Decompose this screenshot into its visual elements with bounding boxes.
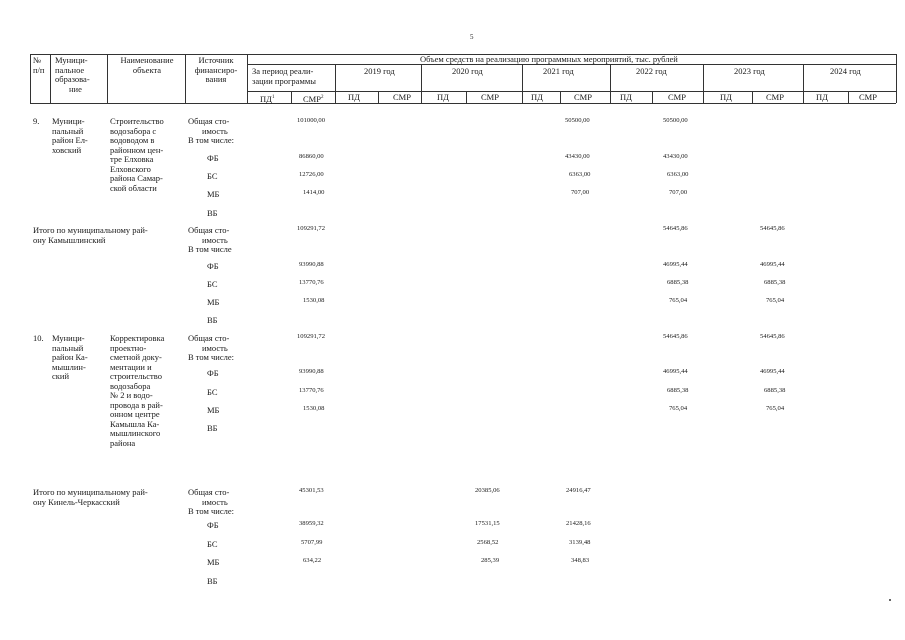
source-mb: МБ <box>207 405 220 415</box>
header-vline <box>335 64 336 103</box>
scan-speck <box>889 599 891 601</box>
header-object: Наименование объекта <box>120 55 174 75</box>
value-cell: 46995,44 <box>760 368 785 375</box>
value-cell: 17531,15 <box>475 520 500 527</box>
source-fb: ФБ <box>207 368 219 378</box>
value-cell: 765,04 <box>669 405 688 412</box>
source-fb: ФБ <box>207 520 219 530</box>
value-cell: 1530,08 <box>303 297 325 304</box>
value-cell: 21428,16 <box>566 520 591 527</box>
source-bs: БС <box>207 171 218 181</box>
header-smr: СМР$^2$ <box>303 93 324 104</box>
source-vb: ВБ <box>207 315 218 325</box>
source-total: Общая сто- имость В том числе <box>188 225 232 254</box>
header-vline <box>185 54 186 103</box>
value-cell: 707,00 <box>669 189 688 196</box>
source-bs: БС <box>207 539 218 549</box>
value-cell: 6885,38 <box>764 279 786 286</box>
header-pd: ПД <box>816 92 828 102</box>
header-source: Источник финансиро- вания <box>194 55 238 84</box>
source-total: Общая сто- имость В том числе: <box>188 333 234 362</box>
header-vline <box>30 54 31 103</box>
source-mb: МБ <box>207 557 220 567</box>
value-cell: 6885,38 <box>667 279 689 286</box>
municipality-name: Муници- пальный район Ка- мышлин- ский <box>52 333 88 381</box>
page-number: 5 <box>470 33 474 41</box>
municipality-name: Муници- пальный район Ел- ховский <box>52 116 88 155</box>
value-cell: 109291,72 <box>297 333 326 340</box>
source-fb: ФБ <box>207 153 219 163</box>
value-cell: 13770,76 <box>299 387 324 394</box>
header-year: 2023 год <box>734 66 765 76</box>
source-fb: ФБ <box>207 261 219 271</box>
subtotal-label: Итого по муниципальному рай- ону Камышлинский <box>33 225 148 245</box>
value-cell: 6885,38 <box>764 387 786 394</box>
value-cell: 707,00 <box>571 189 590 196</box>
value-cell: 46995,44 <box>663 368 688 375</box>
header-vline <box>107 54 108 103</box>
value-cell: 109291,72 <box>297 225 326 232</box>
header-pd: ПД <box>620 92 632 102</box>
value-cell: 1414,00 <box>303 189 325 196</box>
source-vb: ВБ <box>207 576 218 586</box>
value-cell: 101000,00 <box>297 117 326 124</box>
source-mb: МБ <box>207 189 220 199</box>
value-cell: 6885,38 <box>667 387 689 394</box>
header-year: 2020 год <box>452 66 483 76</box>
value-cell: 45301,53 <box>299 487 324 494</box>
header-municipality: Муници- пальное образова- ние <box>55 55 90 94</box>
header-subsplit <box>752 91 753 103</box>
value-cell: 38959,32 <box>299 520 324 527</box>
header-subsplit <box>291 91 292 103</box>
header-smr: СМР <box>668 92 686 102</box>
value-cell: 3139,48 <box>569 539 591 546</box>
header-no: № п/п <box>33 55 45 75</box>
header-pd: ПД <box>348 92 360 102</box>
value-cell: 50500,00 <box>663 117 688 124</box>
header-subsplit <box>378 91 379 103</box>
header-pd: ПД <box>531 92 543 102</box>
subtotal-label: Итого по муниципальному рай- ону Кинель-Черкасский <box>33 487 148 507</box>
value-cell: 765,04 <box>766 405 785 412</box>
value-cell: 348,83 <box>571 557 590 564</box>
source-total: Общая сто- имость В том числе: <box>188 116 234 145</box>
header-subsplit <box>848 91 849 103</box>
value-cell: 93990,88 <box>299 368 324 375</box>
header-subsplit <box>466 91 467 103</box>
header-pd: ПД <box>720 92 732 102</box>
header-year: 2019 год <box>364 66 395 76</box>
header-volume: Объем средств на реализацию программных мероприятий, тыс. рублей <box>420 54 678 64</box>
header-sub-divider <box>247 91 896 92</box>
header-vline <box>896 54 897 103</box>
source-bs: БС <box>207 387 218 397</box>
value-cell: 1530,08 <box>303 405 325 412</box>
value-cell: 13770,76 <box>299 279 324 286</box>
header-year: 2024 год <box>830 66 861 76</box>
value-cell: 12726,00 <box>299 171 324 178</box>
value-cell: 6363,00 <box>667 171 689 178</box>
row-number: 10. <box>33 333 44 343</box>
source-vb: ВБ <box>207 208 218 218</box>
header-smr: СМР <box>481 92 499 102</box>
value-cell: 46995,44 <box>663 261 688 268</box>
value-cell: 765,04 <box>669 297 688 304</box>
header-vline <box>50 54 51 103</box>
header-pd: $ПД^1$ <box>260 93 275 104</box>
value-cell: 6363,00 <box>569 171 591 178</box>
value-cell: 43430,00 <box>565 153 590 160</box>
value-cell: 86860,00 <box>299 153 324 160</box>
value-cell: 43430,00 <box>663 153 688 160</box>
value-cell: 50500,00 <box>565 117 590 124</box>
header-vline <box>421 64 422 103</box>
header-vline <box>610 64 611 103</box>
source-vb: ВБ <box>207 423 218 433</box>
header-smr: СМР <box>859 92 877 102</box>
header-pd: ПД <box>437 92 449 102</box>
source-bs: БС <box>207 279 218 289</box>
value-cell: 2568,52 <box>477 539 499 546</box>
source-mb: МБ <box>207 297 220 307</box>
header-year: 2021 год <box>543 66 574 76</box>
value-cell: 54645,86 <box>663 333 688 340</box>
value-cell: 24916,47 <box>566 487 591 494</box>
value-cell: 765,04 <box>766 297 785 304</box>
header-vline <box>522 64 523 103</box>
value-cell: 54645,86 <box>663 225 688 232</box>
value-cell: 93990,88 <box>299 261 324 268</box>
value-cell: 285,39 <box>481 557 500 564</box>
header-subsplit <box>652 91 653 103</box>
value-cell: 20385,06 <box>475 487 500 494</box>
value-cell: 54645,86 <box>760 225 785 232</box>
source-total: Общая сто- имость В том числе: <box>188 487 234 516</box>
object-name: Строительство водозабора с водоводом в районном цен- тре Елховка Елховского района Самар- ской области <box>110 116 164 193</box>
header-smr: СМР <box>393 92 411 102</box>
header-smr: СМР <box>766 92 784 102</box>
row-number: 9. <box>33 116 40 126</box>
header-year: 2022 год <box>636 66 667 76</box>
header-vline <box>803 64 804 103</box>
object-name: Корректировка проектно- сметной доку- ментации и строительство водозабора № 2 и водо- провода в рай- онном центре Камышла Ка- мышлинского района <box>110 333 165 448</box>
value-cell: 5707,99 <box>301 539 323 546</box>
header-smr: СМР <box>574 92 592 102</box>
header-period-total: За период реали- зации программы <box>252 66 316 86</box>
header-vline <box>703 64 704 103</box>
value-cell: 46995,44 <box>760 261 785 268</box>
header-vline <box>247 54 248 103</box>
header-bottom-border <box>30 103 896 104</box>
header-subsplit <box>560 91 561 103</box>
value-cell: 634,22 <box>303 557 322 564</box>
value-cell: 54645,86 <box>760 333 785 340</box>
